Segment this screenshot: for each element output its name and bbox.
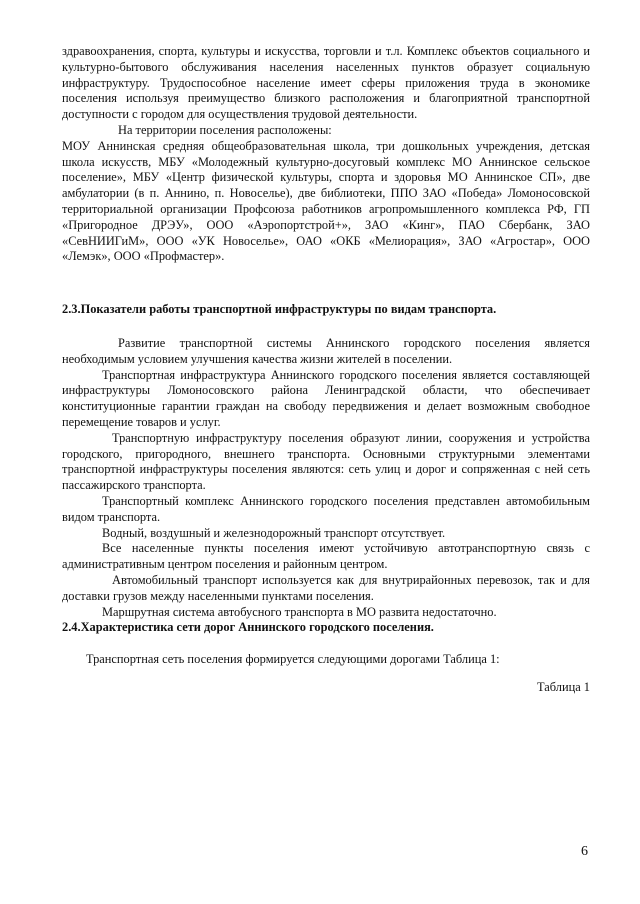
intro-paragraph-organizations: МОУ Аннинская средняя общеобразовательная школа, три дошкольных учреждения, детская школа искусств, МБУ «Молодежный культурно-досуговый комплекс МО Аннинское сельское поселение», МБУ «Центр физической культуры, спорта и здоровья МО Аннинское СП», две амбулатории (в п. Аннино, п. Новоселье), две библиотеки, ППО ЗАО «Победа» Ломоносовской территориальной организации Профсоюза работников агропромышленного комплекса РФ, ГП «Пригородное ДРЭУ», ООО «Аэропортстрой+», ЗАО «Кинг», ПАО Сбербанк, ЗАО «СевНИИГиМ», ООО «УК Новоселье», ОАО «ОКБ «Мелиорация», ЗАО «Агростар», ООО «Лемэк», ООО «Профмастер». (62, 138, 590, 264)
section-2-3-paragraph-8: Маршрутная система автобусного транспорта в МО развита недостаточно. (102, 604, 497, 619)
page-number: 6 (581, 844, 588, 859)
intro-paragraph-located-heading: На территории поселения расположены: (118, 122, 332, 137)
table-label: Таблица 1 (537, 680, 590, 694)
section-2-3-heading: 2.3.Показатели работы транспортной инфраструктуры по видам транспорта. (62, 302, 497, 316)
section-2-3-paragraph-7: Автомобильный транспорт используется как для внутрирайонных перевозок, так и для доставки грузов между населенными пунктами поселения. (62, 572, 590, 603)
intro-section (62, 44, 590, 265)
section-2-3-paragraph-3: Транспортную инфраструктуру поселения образуют линии, сооружения и устройства городского, пригородного, внешнего транспорта. Основными структурными элементами транспортной инфраструктуры поселения являются: сеть улиц и дорог и сопряженная с ней сеть пассажирского транспорта. (62, 430, 590, 493)
intro-paragraph-infrastructure: здравоохранения, спорта, культуры и искусства, торговли и т.л. Комплекс объектов социального и культурно-бытового обслуживания населения населенных пунктов образует социальную инфраструктуру. Трудоспособное население имеет сферы приложения труда в экономике поселения используя преимущество близкого расположения и благоприятной транспортной доступности с городом для осуществления трудовой деятельности. (62, 44, 590, 122)
section-2-3-paragraph-4: Транспортный комплекс Аннинского городского поселения представлен автомобильным видом транспорта. (62, 493, 590, 524)
section-2-3-paragraph-5: Водный, воздушный и железнодорожный транспорт отсутствует. (102, 525, 446, 540)
section-2-3-paragraph-1: Развитие транспортной системы Аннинского городского поселения является необходимым условием улучшения качества жизни жителей в поселении. (62, 336, 590, 366)
section-2-4-body (62, 652, 590, 668)
section-2-3-paragraph-2: Транспортная инфраструктура Аннинского городского поселения является составляющей инфраструктуры Ломоносовского района Ленинградской области, что обеспечивает конституционные гарантии граждан на свободу передвижения и делает возможным свободное перемещение товаров и услуг. (62, 367, 590, 429)
section-2-3-body (62, 336, 590, 620)
section-2-3-paragraph-6: Все населенные пункты поселения имеют устойчивую автотранспортную связь с административным центром поселения и районным центром. (62, 541, 590, 572)
section-2-4-heading: 2.4.Характеристика сети дорог Аннинского городского поселения. (62, 620, 434, 634)
section-2-4-paragraph-1: Транспортная сеть поселения формируется следующими дорогами Таблица 1: (86, 652, 500, 666)
